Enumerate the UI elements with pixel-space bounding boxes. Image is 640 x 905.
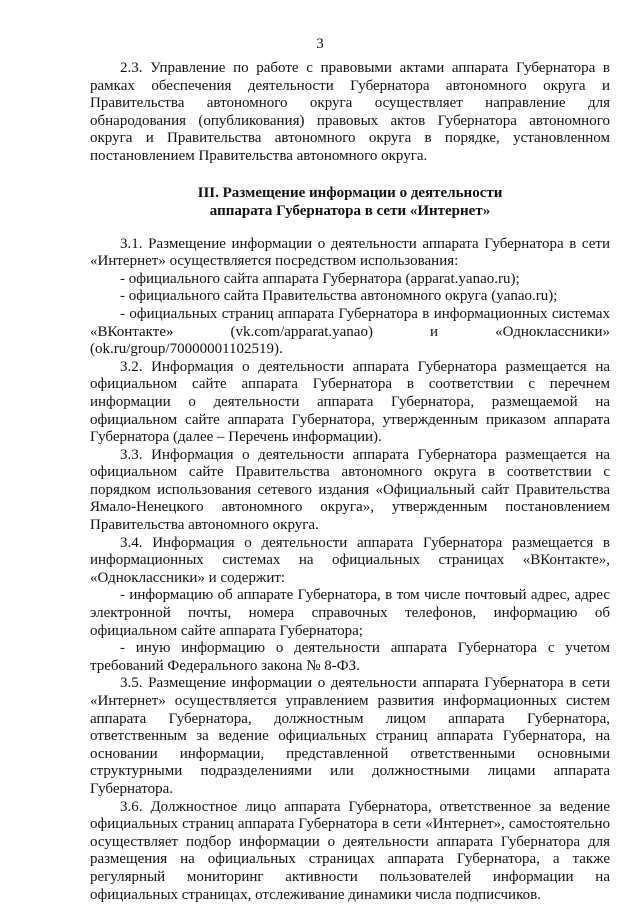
section-heading-line-1: III. Размещение информации о деятельности — [197, 184, 503, 201]
list-item-3-4-a: - информацию об аппарате Губернатора, в том числе почтовый адрес, адрес электронной почты, номера справочных телефонов, информацию об официальном сайте аппарата Губернатора; — [90, 587, 610, 639]
paragraph-3-3: 3.3. Информация о деятельности аппарата Губернатора размещается на официальном сайте Правительства автономного округа в соответствии с порядком использования сетевого издания «Официальный сайт Правительства Ямало-Ненецкого автономного округа», утвержденным постановлением Правительства автономного округа. — [90, 446, 610, 534]
paragraph-2-3: 2.3. Управление по работе с правовыми актами аппарата Губернатора в рамках обеспечения деятельности Губернатора автономного округа и Правительства автономного округа осуществляет направление для обнародования (опубликования) правовых актов Губернатора автономного округа и Правительства автономного округа в порядке, установленном постановлением Правительства автономного округа. — [90, 60, 610, 164]
page-number: 3 — [316, 36, 324, 52]
document-body — [90, 60, 610, 904]
list-item-3-1-a: - официального сайта аппарата Губернатора (apparat.yanao.ru); — [120, 270, 520, 287]
section-heading — [90, 184, 610, 220]
paragraph-3-2: 3.2. Информация о деятельности аппарата Губернатора размещается на официальном сайте аппарата Губернатора в соответствии с перечнем информации о деятельности аппарата Губернатора, размещаемой на официальном сайте аппарата Губернатора, утвержденным приказом аппарата Губернатора (далее – Перечень информации). — [90, 358, 610, 446]
list-item-3-4-b: - иную информацию о деятельности аппарата Губернатора с учетом требований Федерального закона № 8-ФЗ. — [90, 640, 610, 674]
section-heading-line-2: аппарата Губернатора в сети «Интернет» — [209, 202, 491, 219]
list-item-3-1-c: - официальных страниц аппарата Губернатора в информационных системах «ВКонтакте» (vk.com/apparat.yanao) и «Одноклассники» (ok.ru/group/70000001102519). — [90, 305, 610, 358]
paragraph-3-4: 3.4. Информация о деятельности аппарата Губернатора размещается в информационных системах на официальных страницах «ВКонтакте», «Одноклассники» и содержит: — [90, 534, 610, 586]
list-item-3-1-b: - официального сайта Правительства автономного округа (yanao.ru); — [120, 288, 558, 305]
paragraph-3-6: 3.6. Должностное лицо аппарата Губернатора, ответственное за ведение официальных страниц аппарата Губернатора в сети «Интернет», самостоятельно осуществляет подбор информации о деятельности аппарата Губернатора для размещения на официальных страницах аппарата Губернатора, а также регулярный мониторинг активности пользователей информации на официальных страницах, отслеживание динамики числа подписчиков. — [90, 798, 610, 903]
paragraph-3-5: 3.5. Размещение информации о деятельности аппарата Губернатора в сети «Интернет» осуществляется управлением развития информационных систем аппарата Губернатора, должностным лицом аппарата Губернатора, ответственным за ведение официальных страниц аппарата Губернатора, на основании информации, представленной ответственными основными структурными подразделениями или должностными лицами аппарата Губернатора. — [90, 675, 610, 797]
paragraph-3-1: 3.1. Размещение информации о деятельности аппарата Губернатора в сети «Интернет» осуществляется посредством использования: — [90, 235, 610, 270]
